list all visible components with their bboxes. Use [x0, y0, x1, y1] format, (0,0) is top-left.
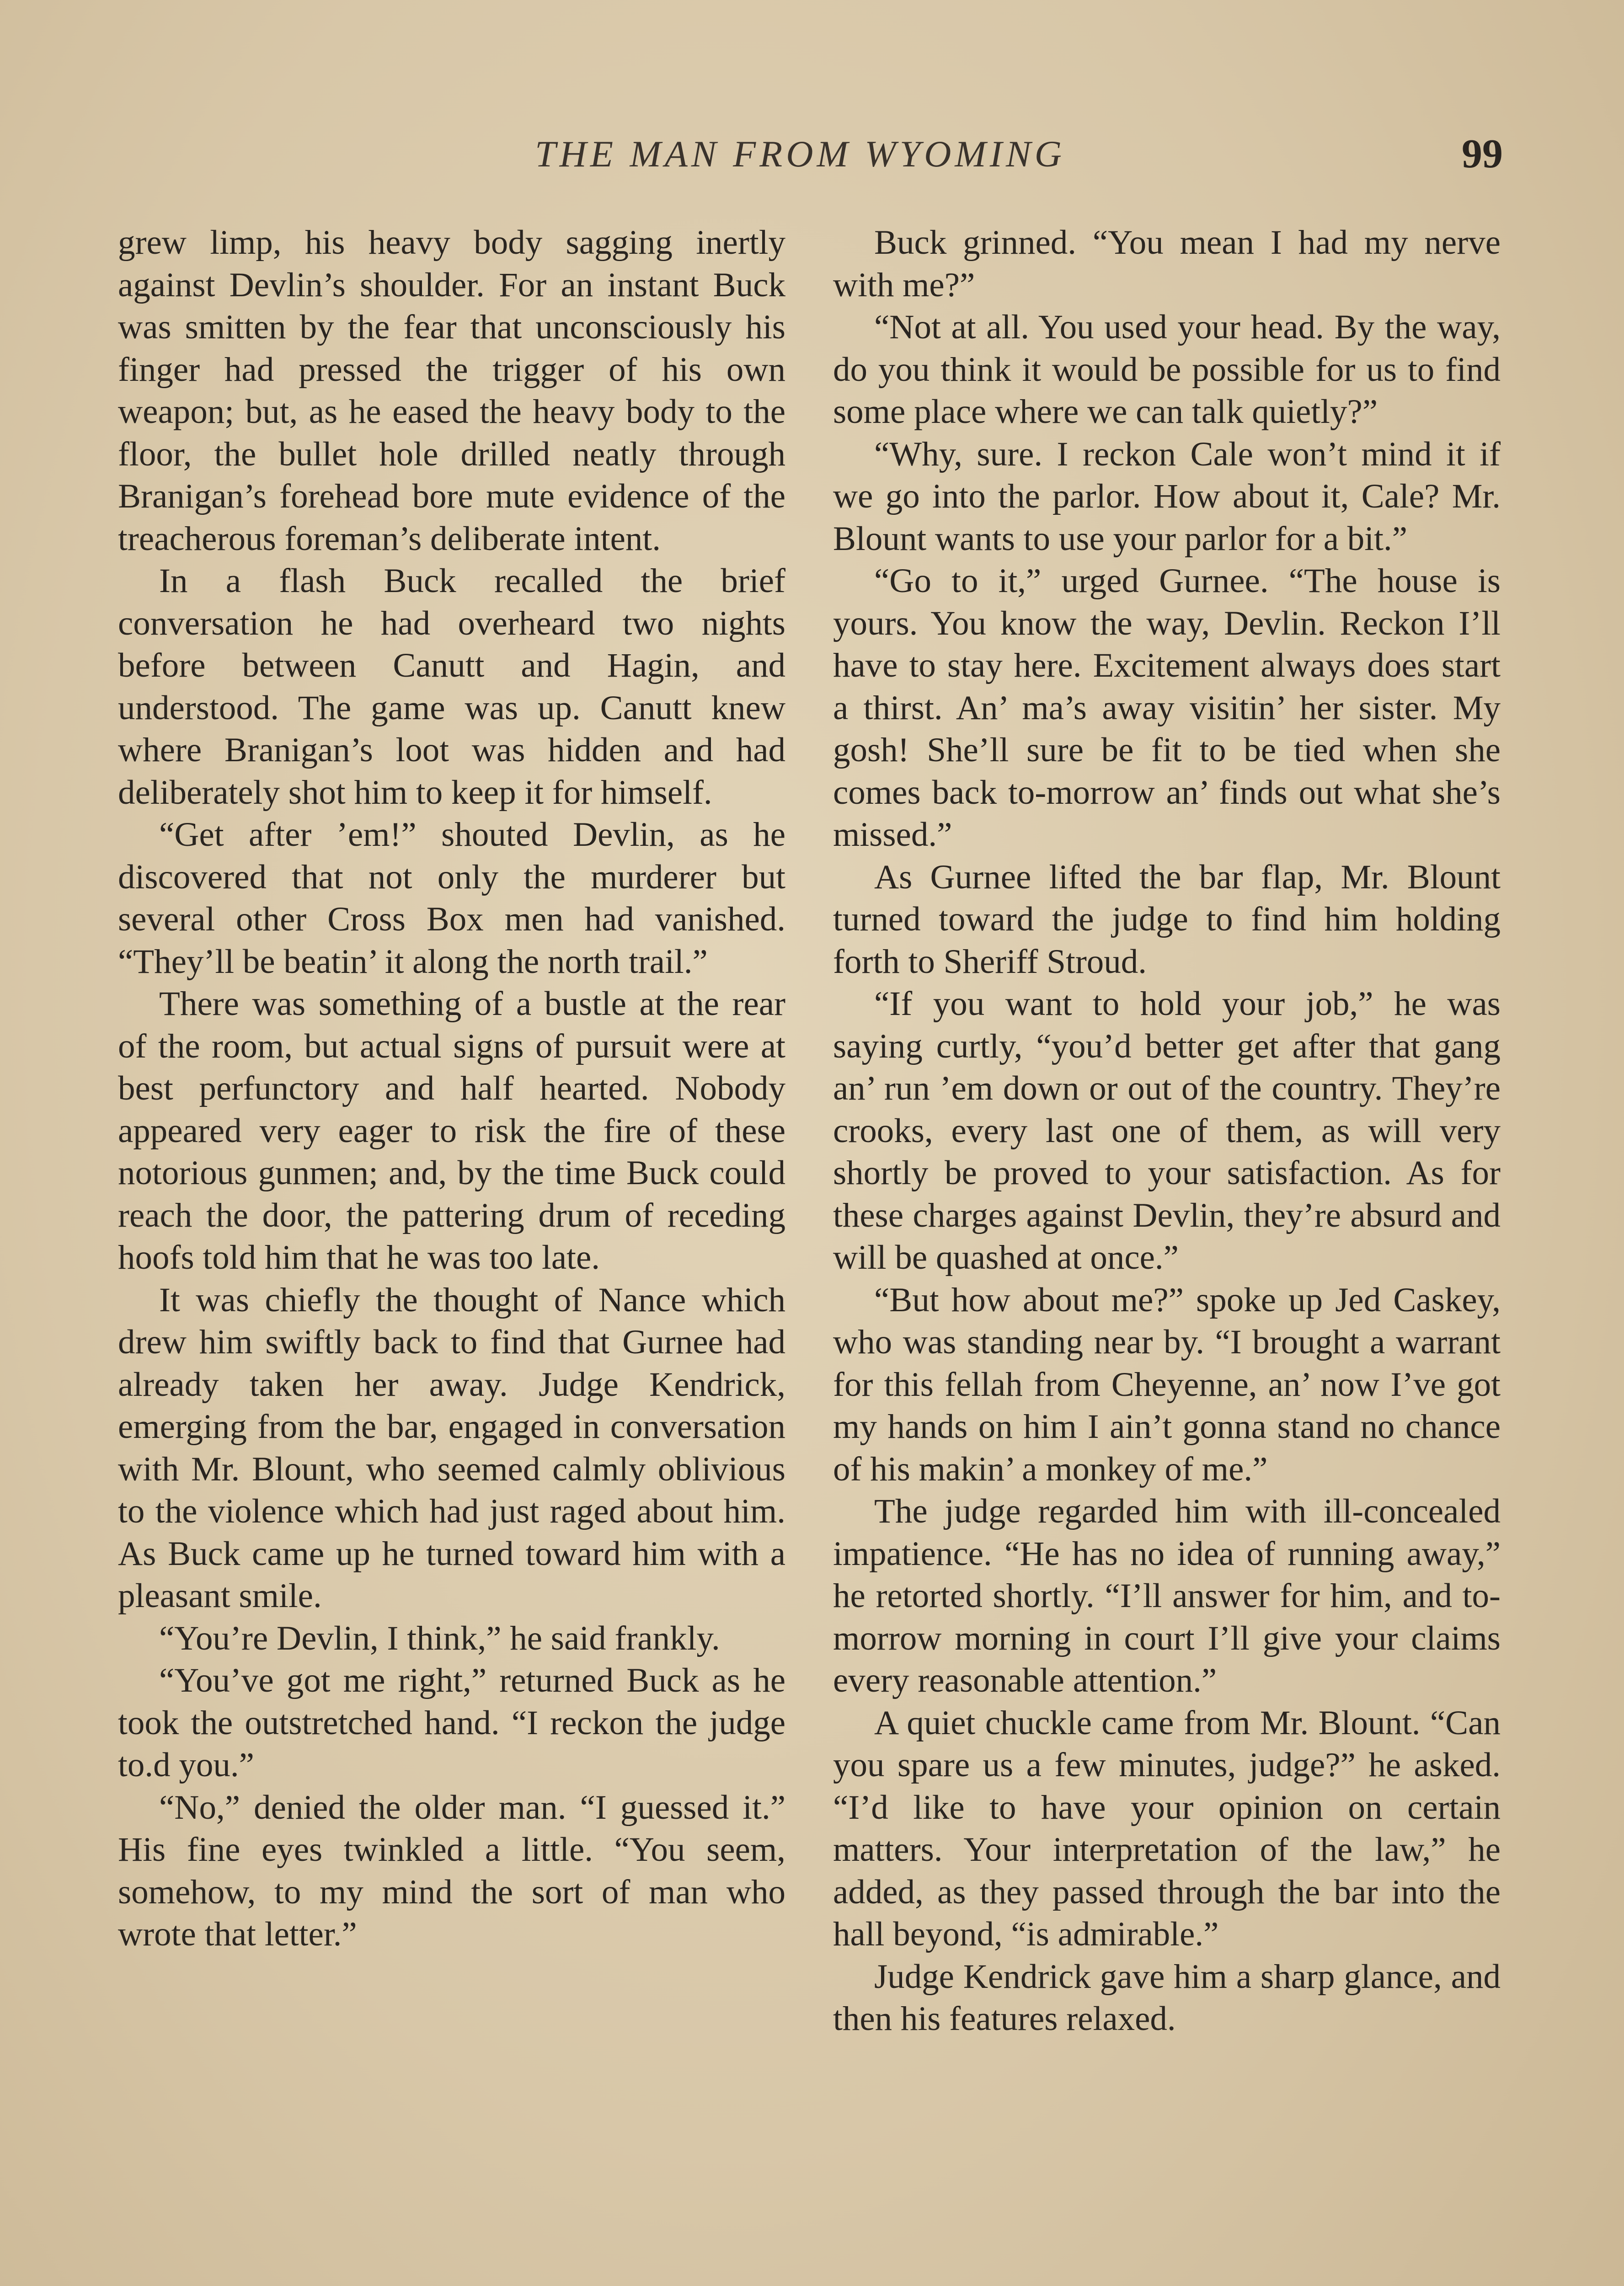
paragraph: A quiet chuckle came from Mr. Blount. “Can you spare us a few minutes, judge?” he asked. “I’d like to have your opinion on certain matters. Your interpretation of the law,” he added, as they passed through the bar into the hall beyond, “is admirable.”	[833, 1704, 1501, 1953]
paragraph: The judge regarded him with ill-concealed impatience. “He has no idea of running away,” he retorted shortly. “I’ll answer for him, and to-morrow morning in court I’ll give your claims every reasonable attention.”	[833, 1492, 1501, 1699]
paragraph: “Why, sure. I reckon Cale won’t mind it if we go into the parlor. How about it, Cale? Mr. Blount wants to use your parlor for a bit.”	[833, 435, 1501, 558]
paragraph: “Not at all. You used your head. By the way, do you think it would be possible for us to find some place where we can talk quietly?”	[833, 308, 1501, 431]
paragraph: “No,” denied the older man. “I guessed it.” His fine eyes twinkled a little. “You seem, somehow, to my mind the sort of man who wrote that letter.”	[118, 1788, 785, 1953]
paragraph: Judge Kendrick gave him a sharp glance, and then his features relaxed.	[833, 1957, 1501, 2038]
paragraph: “You’re Devlin, I think,” he said frankly.	[159, 1619, 720, 1657]
left-column	[118, 222, 785, 1956]
paragraph: There was something of a bustle at the rear of the room, but actual signs of pursuit were at best perfunctory and half hearted. Nobody appeared very eager to risk the fire of these notorious gunmen; and, by the time Buck could reach the door, the pattering drum of receding hoofs told him that he was too late.	[118, 985, 785, 1277]
paragraph: “You’ve got me right,” returned Buck as he took the outstretched hand. “I reckon the judge to.d you.”	[118, 1661, 785, 1784]
paragraph: In a flash Buck recalled the brief conversation he had overheard two nights before between Canutt and Hagin, and understood. The game was up. Canutt knew where Branigan’s loot was hidden and had deliberately shot him to keep it for himself.	[118, 562, 785, 812]
page-number: 99	[1462, 131, 1503, 176]
paragraph: “Go to it,” urged Gurnee. “The house is yours. You know the way, Devlin. Reckon I’ll have to stay here. Excitement always does start a thirst. An’ ma’s away visitin’ her sister. My gosh! She’ll sure be fit to be tied when she comes back to-morrow an’ finds out what she’s missed.”	[833, 562, 1501, 854]
right-column	[833, 222, 1501, 2040]
running-title: THE MAN FROM WYOMING	[535, 133, 1065, 175]
paragraph: It was chiefly the thought of Nance which drew him swiftly back to find that Gurnee had already taken her away. Judge Kendrick, emerging from the bar, engaged in conversation with Mr. Blount, who seemed calmly oblivious to the violence which had just raged about him. As Buck came up he turned toward him with a pleasant smile.	[118, 1281, 785, 1615]
paragraph: Buck grinned. “You mean I had my nerve with me?”	[833, 224, 1501, 304]
paragraph: “But how about me?” spoke up Jed Caskey, who was standing near by. “I brought a warrant for this fellah from Cheyenne, an’ now I’ve got my hands on him I ain’t gonna stand no chance of his makin’ a monkey of me.”	[833, 1281, 1501, 1488]
paragraph: “Get after ’em!” shouted Devlin, as he discovered that not only the murderer but several other Cross Box men had vanished. “They’ll be beatin’ it along the north trail.”	[118, 816, 785, 981]
paragraph: As Gurnee lifted the bar flap, Mr. Blount turned toward the judge to find him holding forth to Sheriff Stroud.	[833, 858, 1501, 981]
paragraph: “If you want to hold your job,” he was saying curtly, “you’d better get after that gang an’ run ’em down or out of the country. They’re crooks, every last one of them, as will very shortly be proved to your satisfaction. As for these charges against Devlin, they’re absurd and will be quashed at once.”	[833, 985, 1501, 1277]
paragraph: grew limp, his heavy body sagging inertly against Devlin’s shoulder. For an instant Buck was smitten by the fear that unconsciously his finger had pressed the trigger of his own weapon; but, as he eased the heavy body to the floor, the bullet hole drilled neatly through Branigan’s forehead bore mute evidence of the treacherous foreman’s deliberate intent.	[118, 224, 785, 558]
